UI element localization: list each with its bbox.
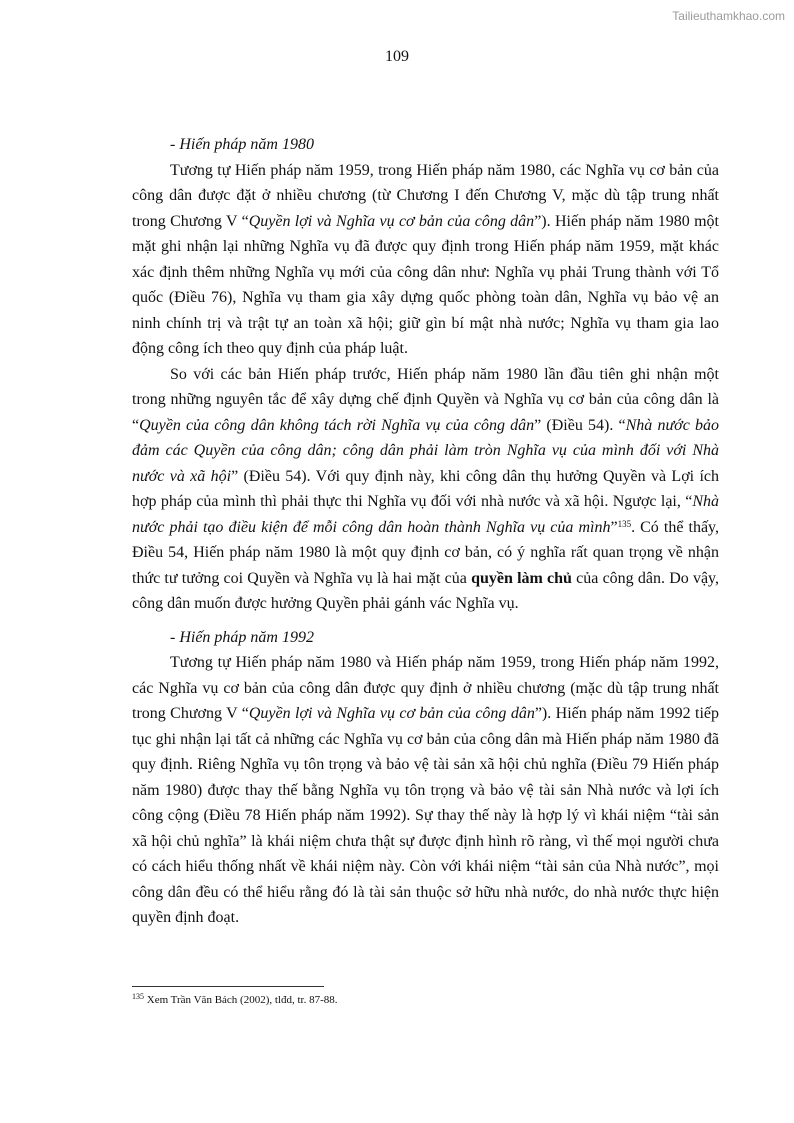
text-run: So với các bản Hiến pháp trước, Hiến pháp năm 1980 lần đầu tiên ghi nhận một trong những nguyên tắc để xây dựng chế định Quyền và Nghĩa vụ cơ bản của công dân là “ [132, 365, 719, 434]
footnote-text: Xem Trần Văn Bách (2002), tlđd, tr. 87-88. [144, 994, 338, 1006]
italic-quote: Quyền của công dân không tách rời Nghĩa vụ của công dân [139, 416, 535, 434]
text-run: ” (Điều 54). Với quy định này, khi công dân thụ hưởng Quyền và Lợi ích hợp pháp của mình thì phải thực thi Nghĩa vụ đối với nhà nước và xã hội. Ngược lại, “ [132, 467, 720, 510]
text-run: của công dân. Do vậy, công dân muốn được hưởng Quyền phải gánh vác Nghĩa vụ. [132, 569, 720, 612]
paragraph-1980-obligations [132, 158, 719, 362]
section-gap [132, 617, 719, 625]
text-run: Tương tự Hiến pháp năm 1959, trong Hiến pháp năm 1980, các Nghĩa vụ cơ bản của công dân được đặt ở nhiều chương (từ Chương I đến Chương V, mặc dù tập trung nhất trong Chương V “ [132, 161, 719, 230]
italic-quote: Nhà nước phải tạo điều kiện để mỗi công dân hoàn thành Nghĩa vụ của mình [132, 493, 719, 536]
footnote-reference: 135 [617, 518, 632, 529]
footnote-separator [132, 986, 324, 987]
text-run: ”). Hiến pháp năm 1992 tiếp tục ghi nhận lại tất cả những các Nghĩa vụ cơ bản của công dân mà Hiến pháp năm 1980 đã quy định. Riêng Nghĩa vụ tôn trọng và bảo vệ tài sản xã hội chủ nghĩa (Điều 79 Hiến pháp năm 1980) được thay thế bằng Nghĩa vụ tôn trọng và bảo vệ tài sản Nhà nước và lợi ích công cộng (Điều 78 Hiến pháp năm 1992). Sự thay thế này là hợp lý vì khái niệm “tài sản xã hội chủ nghĩa” là khái niệm chưa thật sự được định hình rõ ràng, vì thế mọi người chưa có cách hiểu thống nhất về khái niệm này. Còn với khái niệm “tài sản của Nhà nước”, mọi công dân đều có thể hiểu rằng đó là tài sản thuộc sở hữu nhà nước, do nhà nước thực hiện quyền định đoạt. [132, 705, 720, 926]
site-watermark: Tailieuthamkhao.com [672, 9, 785, 23]
text-run: ”). Hiến pháp năm 1980 một mặt ghi nhận lại những Nghĩa vụ đã được quy định trong Hiến pháp năm 1959, mặt khác xác định thêm những Nghĩa vụ mới của công dân như: Nghĩa vụ phải Trung thành với Tổ quốc (Điều 76), Nghĩa vụ tham gia xây dựng quốc phòng toàn dân, Nghĩa vụ bảo vệ an ninh chính trị và trật tự an toàn xã hội; giữ gìn bí mật nhà nước; Nghĩa vụ tham gia lao động công ích theo quy định của pháp luật. [132, 212, 719, 357]
footnote-number: 135 [132, 992, 144, 1001]
paragraph-1992-obligations [132, 650, 719, 931]
text-run: Tương tự Hiến pháp năm 1980 và Hiến pháp năm 1959, trong Hiến pháp năm 1992, các Nghĩa vụ cơ bản của công dân được quy định ở nhiều chương (mặc dù tập trung nhất trong Chương V “ [132, 654, 719, 722]
text-run: . Có thể thấy, Điều 54, Hiến pháp năm 1980 là một quy định cơ bản, có ý nghĩa rất quan trọng về nhận thức tư tưởng coi Quyền và Nghĩa vụ là hai mặt của [132, 518, 720, 587]
italic-chapter-title: Quyền lợi và Nghĩa vụ cơ bản của công dân [248, 705, 535, 722]
italic-chapter-title: Quyền lợi và Nghĩa vụ cơ bản của công dân [248, 212, 535, 230]
italic-quote: Nhà nước bảo đảm các Quyền của công dân; công dân phải làm tròn Nghĩa vụ của mình đối với Nhà nước và xã hội [132, 416, 719, 485]
paragraph-1980-principle [132, 362, 719, 617]
page-number: 109 [385, 48, 409, 65]
section-heading-1980: - Hiến pháp năm 1980 [170, 136, 314, 153]
bold-term: quyền làm chủ [471, 569, 572, 587]
text-run: ” (Điều 54). “ [534, 416, 626, 434]
text-run: ” [610, 518, 618, 536]
section-heading-1992: - Hiến pháp năm 1992 [170, 628, 314, 646]
footnote [132, 993, 719, 1007]
main-text [132, 132, 719, 931]
